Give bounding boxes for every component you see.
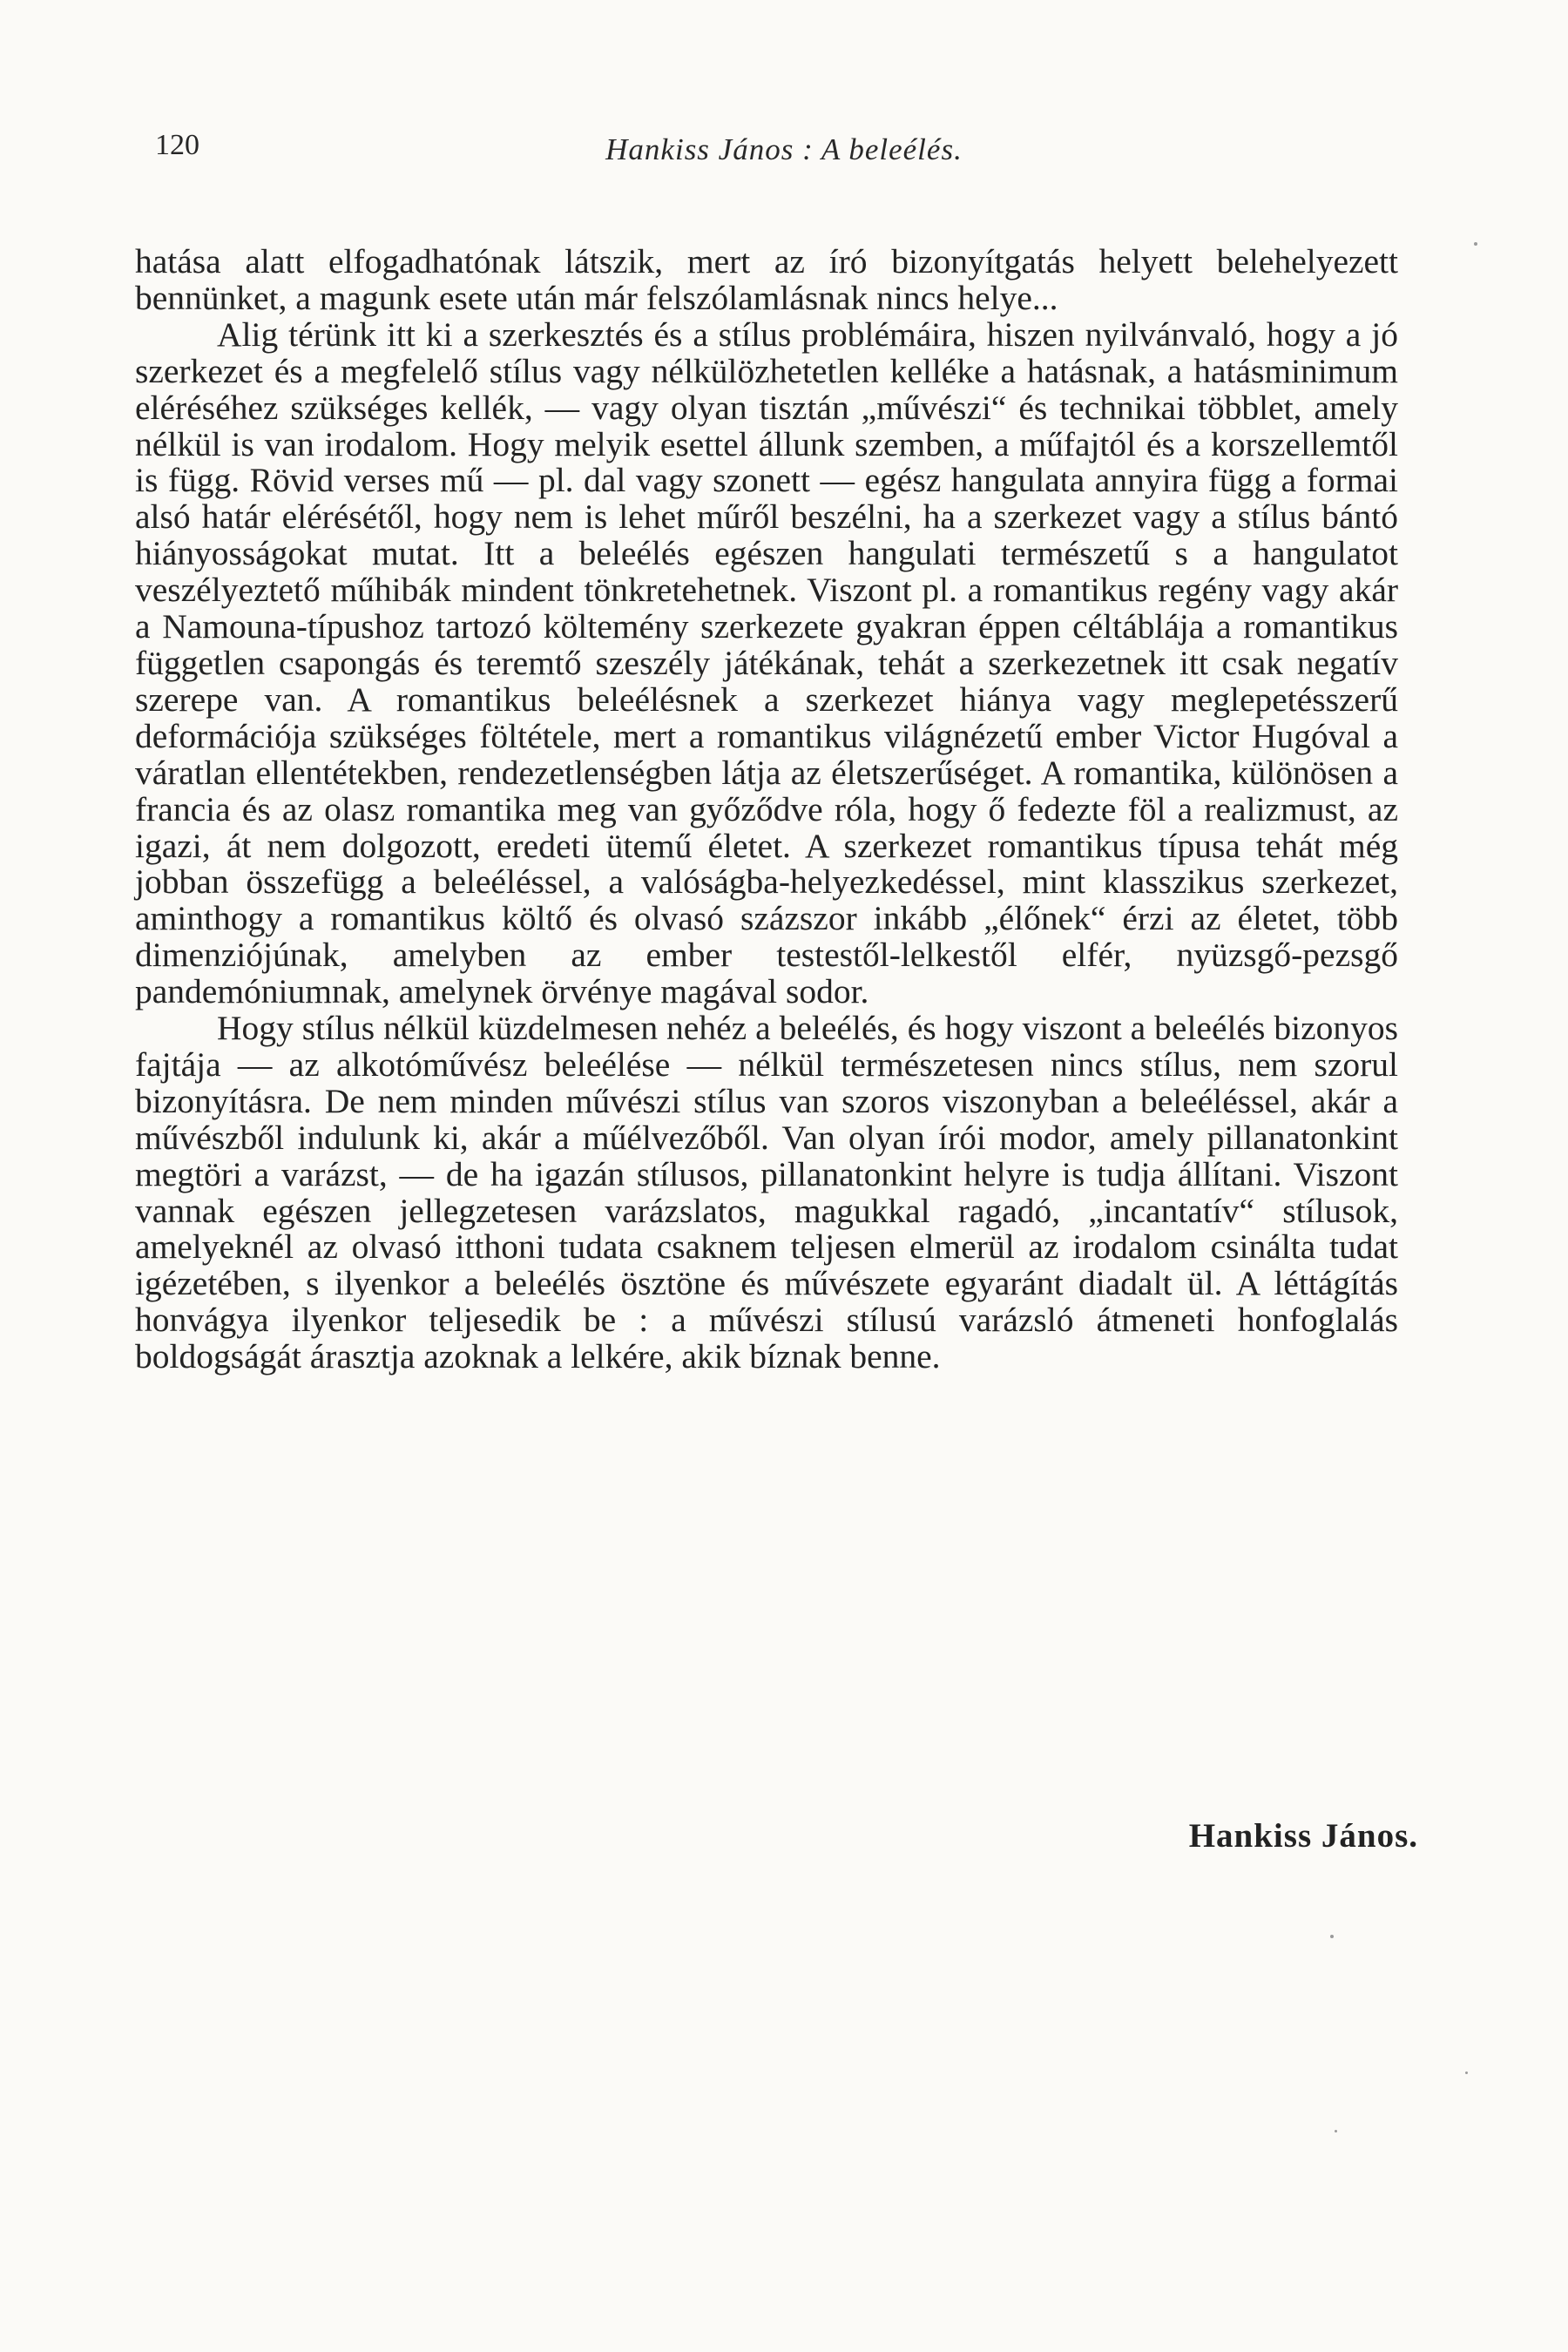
- author-signature: Hankiss János.: [1188, 1817, 1418, 1855]
- paper-speck: [1330, 1935, 1334, 1938]
- paper-speck: [1465, 2072, 1468, 2074]
- paper-speck: [1474, 242, 1477, 246]
- paper-speck: [1335, 2130, 1337, 2132]
- paragraph-1: hatása alatt elfogadhatónak látszik, mert az író bizonyítgatás helyett belehelyezett bennünket, a magunk esete után már felszólamlásnak nincs helye...: [135, 242, 1398, 317]
- running-head: Hankiss János : A beleélés.: [605, 132, 963, 166]
- body-text: [135, 244, 1398, 1375]
- page-number: 120: [155, 129, 199, 161]
- paragraph-3: Hogy stílus nélkül küzdelmesen nehéz a beleélés, és hogy viszont a beleélés bizonyos fajtája — az alkotóművész beleélése — nélkül természetesen nincs stílus, nem szorul bizonyításra. De nem minden művészi stílus van szoros viszonyban a beleéléssel, akár a művészből indulunk ki, akár a műélvezőből. Van olyan írói modor, amely pillanatonkint megtöri a varázst, — de ha igazán stílusos, pillanatonkint helyre is tudja állítani. Viszont vannak egészen jellegzetesen varázslatos, magukkal ragadó, „incantatív“ stílusok, amelyeknél az olvasó itthoni tudata csaknem teljesen elmerül az irodalom csinálta tudat igézetében, s ilyenkor a beleélés ösztöne és művészete egyaránt diadalt ül. A léttágítás honvágya ilyenkor teljesedik be : a művészi stílusú varázsló átmeneti honfoglalás boldogságát árasztja azoknak a lelkére, akik bíznak benne.: [135, 1009, 1398, 1376]
- paragraph-2: Alig térünk itt ki a szerkesztés és a stílus problémáira, hiszen nyilvánvaló, hogy a jó szerkezet és a megfelelő stílus vagy nélkülözhetetlen kelléke a hatásnak, a hatásminimum eléréséhez szükséges kellék, — vagy olyan tisztán „művészi“ és technikai többlet, amely nélkül is van irodalom. Hogy melyik esettel állunk szemben, a műfajtól és a korszellemtől is függ. Rövid verses mű — pl. dal vagy szonett — egész hangulata annyira függ a formai alsó határ elérésétől, hogy nem is lehet műről beszélni, ha a szerkezet vagy a stílus bántó hiányosságokat mutat. Itt a beleélés egészen hangulati természetű s a hangulatot veszélyeztető műhibák mindent tönkretehetnek. Viszont pl. a romantikus regény vagy akár a Namouna-típushoz tartozó költemény szerkezete gyakran éppen céltáblája a romantikus független csapongás és teremtő szeszély játékának, tehát a szerkezetnek itt csak negatív szerepe van. A romantikus beleélésnek a szerkezet hiánya vagy meglepetésszerű deformációja szükséges föltétele, mert a romantikus világnézetű ember Victor Hugóval a váratlan ellentétekben, rendezetlenségben látja az életszerűséget. A romantika, különösen a francia és az olasz romantika meg van győződve róla, hogy ő fedezte föl a realizmust, az igazi, át nem dolgozott, eredeti ütemű életet. A szerkezet romantikus típusa tehát még jobban összefügg a beleéléssel, a valóságba-helyezkedéssel, mint klasszikus szerkezet, aminthogy a romantikus költő és olvasó százszor inkább „élőnek“ érzi az életet, több dimenziójúnak, amelyben az ember testestől-lelkestől elfér, nyüzsgő-pezsgő pandemóniumnak, amelynek örvénye magával sodor.: [135, 314, 1398, 1011]
